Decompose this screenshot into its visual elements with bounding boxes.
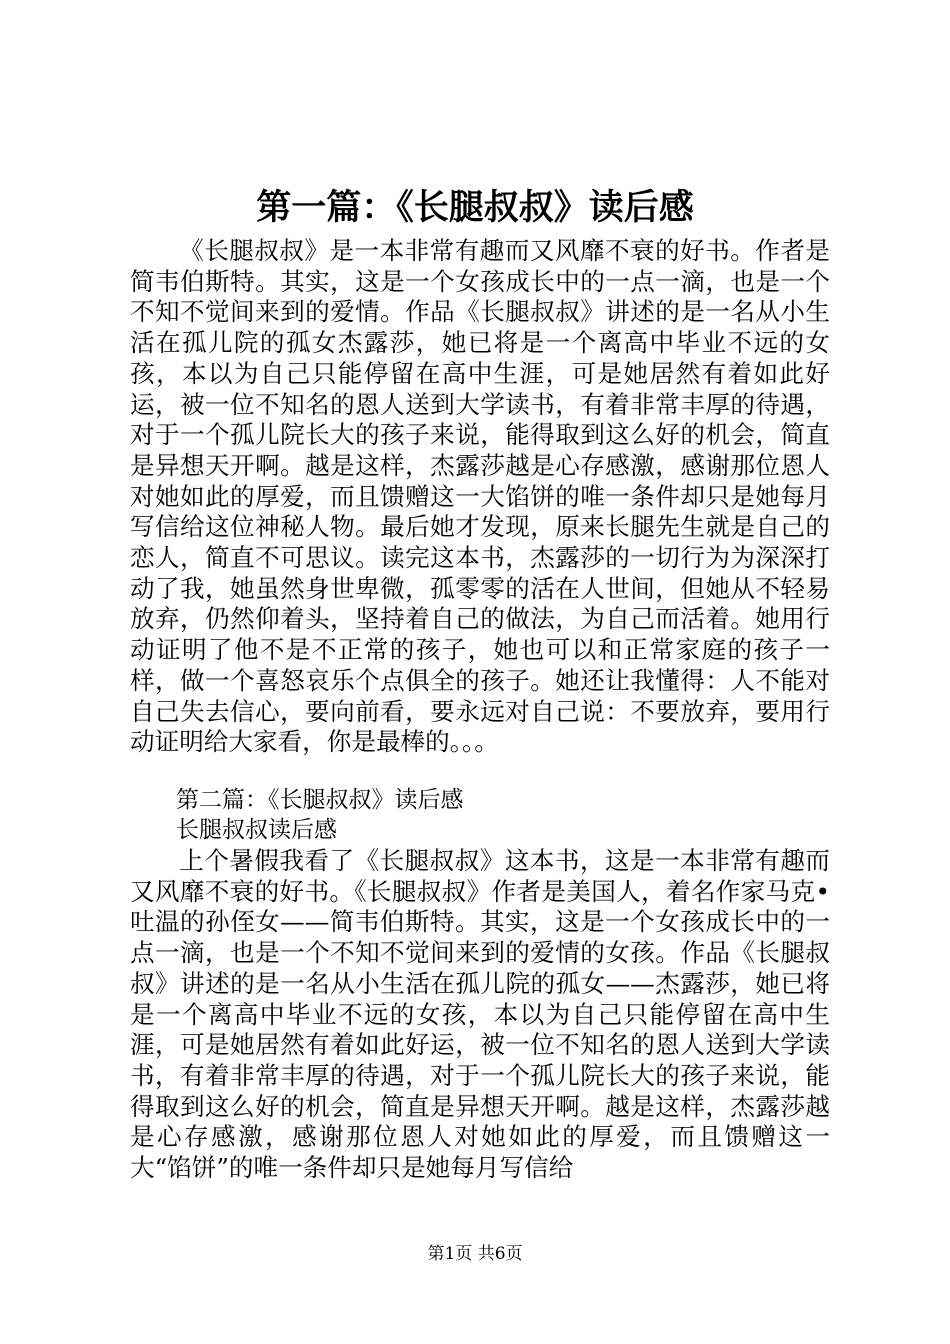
page-title: 第一篇：《长腿叔叔》读后感: [256, 187, 694, 228]
section-2-subheading: 长腿叔叔读后感: [176, 817, 337, 843]
paragraph-2: 上个暑假我看了《长腿叔叔》这本书，这是一本非常有趣而又风靡不衰的好书。《长腿叔叔》作者是美国人，着名作家马克•吐温的孙侄女——简韦伯斯特。其实，这是一个女孩成长中的一点一滴，也是一个不知不觉间来到的爱情的女孩。作品《长腿叔叔》讲述的是一名从小生活在孤儿院的孤女——杰露莎，她已将是一个离高中毕业不远的女孩，本以为自己只能停留在高中生涯，可是她居然有着如此好运，被一位不知名的恩人送到大学读书，有着非常丰厚的待遇，对于一个孤儿院长大的孩子来说，能得取到这么好的机会，简直是异想天开啊。越是这样，杰露莎越是心存感激，感谢那位恩人对她如此的厚爱，而且馈赠这一大“馅饼”的唯一条件却只是她每月写信给: [130, 846, 830, 1183]
page-footer: [0, 1243, 950, 1265]
paragraph-1: 《长腿叔叔》是一本非常有趣而又风靡不衰的好书。作者是简韦伯斯特。其实，这是一个女孩成长中的一点一滴，也是一个不知不觉间来到的爱情。作品《长腿叔叔》讲述的是一名从小生活在孤儿院的孤女杰露莎，她已将是一个离高中毕业不远的女孩，本以为自己只能停留在高中生涯，可是她居然有着如此好运，被一位不知名的恩人送到大学读书，有着非常丰厚的待遇，对于一个孤儿院长大的孩子来说，能得取到这么好的机会，简直是异想天开啊。越是这样，杰露莎越是心存感激，感谢那位恩人对她如此的厚爱，而且馈赠这一大馅饼的唯一条件却只是她每月写信给这位神秘人物。最后她才发现，原来长腿先生就是自己的恋人，简直不可思议。读完这本书，杰露莎的一切行为为深深打动了我，她虽然身世卑微，孤零零的活在人世间，但她从不轻易放弃，仍然仰着头，坚持着自己的做法，为自己而活着。她用行动证明了他不是不正常的孩子，她也可以和正常家庭的孩子一样，做一个喜怒哀乐个点俱全的孩子。她还让我懂得：人不能对自己失去信心，要向前看，要永远对自己说：不要放弃，要用行动证明给大家看，你是最棒的。。。: [130, 236, 830, 757]
section-2-heading: 第二篇：《长腿叔叔》读后感: [176, 787, 464, 813]
page-indicator: 第1页 共6页: [427, 1244, 523, 1264]
